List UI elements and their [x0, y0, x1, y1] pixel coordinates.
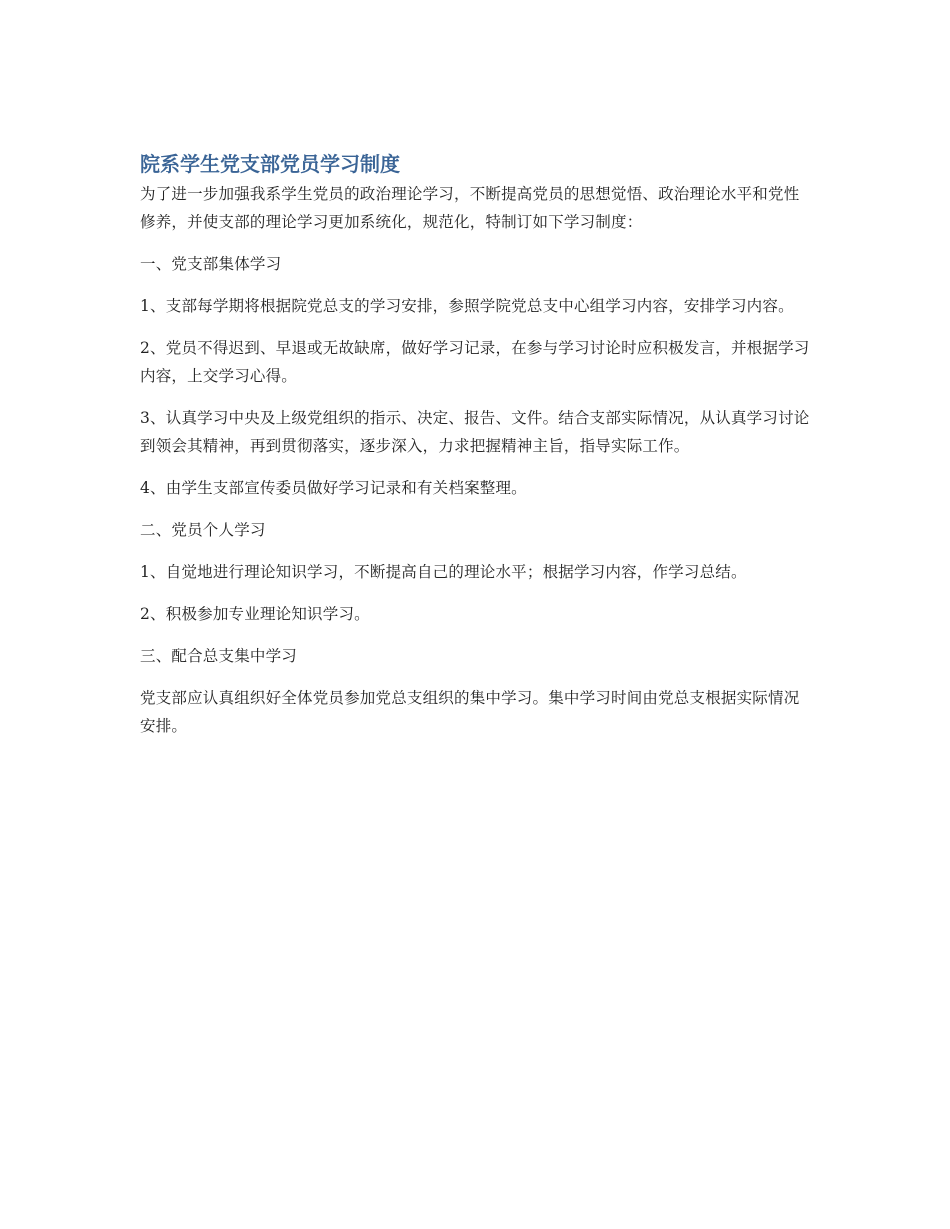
- individual-study-item-1: 1、自觉地进行理论知识学习，不断提高自己的理论水平；根据学习内容，作学习总结。: [140, 563, 747, 581]
- collective-study-item-2: 2、党员不得迟到、早退或无故缺席，做好学习记录，在参与学习讨论时应积极发言，并根据学习内容，上交学习心得。: [140, 339, 810, 385]
- collective-study-item-1: 1、支部每学期将根据院党总支的学习安排，参照学院党总支中心组学习内容，安排学习内容。: [140, 297, 794, 315]
- section-heading-collective-study: 一、党支部集体学习: [140, 255, 282, 273]
- document-title: 院系学生党支部党员学习制度: [140, 152, 400, 176]
- collective-study-item-3: 3、认真学习中央及上级党组织的指示、决定、报告、文件。结合支部实际情况，从认真学习讨论到领会其精神，再到贯彻落实，逐步深入，力求把握精神主旨，指导实际工作。: [140, 409, 810, 455]
- central-study-paragraph: 党支部应认真组织好全体党员参加党总支组织的集中学习。集中学习时间由党总支根据实际情况安排。: [140, 689, 800, 735]
- individual-study-item-2: 2、积极参加专业理论知识学习。: [140, 605, 370, 623]
- intro-paragraph: 为了进一步加强我系学生党员的政治理论学习，不断提高党员的思想觉悟、政治理论水平和党性修养，并使支部的理论学习更加系统化，规范化，特制订如下学习制度：: [140, 185, 800, 231]
- section-heading-individual-study: 二、党员个人学习: [140, 521, 266, 539]
- collective-study-item-4: 4、由学生支部宣传委员做好学习记录和有关档案整理。: [140, 479, 527, 497]
- document-page: [140, 148, 812, 754]
- section-heading-central-study: 三、配合总支集中学习: [140, 647, 298, 665]
